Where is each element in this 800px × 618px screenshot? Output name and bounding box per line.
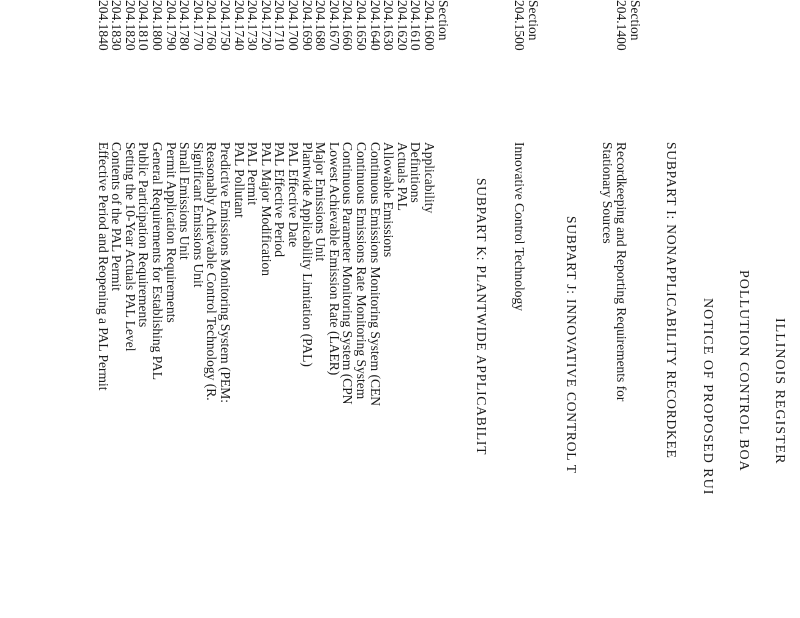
section-title: Significant Emissions Unit [190, 142, 206, 288]
section-number: 204.1790 [163, 0, 179, 51]
section-title: Continuous Emissions Rate Monitoring System [354, 142, 369, 400]
section-title: PAL Effective Period [272, 142, 288, 257]
section-title: Predictive Emissions Monitoring System (PEM: [218, 142, 233, 404]
section-number: 204.1730 [245, 0, 261, 51]
subpart-i-title: SUBPART I: NONAPPLICABILITY RECORDKEE [664, 142, 679, 459]
section-number: 204.1630 [381, 0, 397, 51]
section-title: Continuous Emissions Monitoring System (CEN [367, 142, 383, 407]
section-number: 204.1770 [190, 0, 206, 51]
section-label: Section [436, 0, 451, 41]
section-number: 204.1400 [614, 0, 629, 51]
section-label: Section [628, 0, 643, 41]
section-title: Allowable Emissions [381, 142, 397, 258]
subpart-j-title: SUBPART J: INNOVATIVE CONTROL T [564, 216, 579, 474]
section-title: General Requirements for Establishing PAL [150, 142, 165, 380]
section-number: 204.1650 [354, 0, 369, 51]
section-number: 204.1640 [367, 0, 383, 51]
section-number: 204.1710 [272, 0, 288, 51]
section-title: Setting the 10-Year Actuals PAL Level [122, 142, 138, 352]
board-title: POLLUTION CONTROL BOA [736, 270, 751, 472]
section-number: 204.1810 [136, 0, 152, 51]
section-number: 204.1700 [286, 0, 301, 51]
section-number: 204.1660 [340, 0, 356, 51]
section-number: 204.1830 [109, 0, 125, 51]
section-title: Reasonably Achievable Control Technology (R. [204, 142, 220, 401]
section-title: Small Emissions Unit [177, 142, 193, 260]
section-title: Actuals PAL [394, 142, 410, 211]
section-title: PAL Permit [245, 142, 261, 206]
notice-title: NOTICE OF PROPOSED RUI [700, 298, 715, 496]
section-number: 204.1820 [122, 0, 138, 51]
section-number: 204.1600 [422, 0, 437, 51]
section-number: 204.1840 [95, 0, 111, 51]
section-label: Section [526, 0, 541, 41]
section-title: Effective Period and Reopening a PAL Permit [95, 142, 111, 391]
section-number: 204.1500 [512, 0, 527, 51]
section-title: Public Participation Requirements [136, 142, 152, 328]
section-title: PAL Effective Date [286, 142, 301, 248]
section-number: 204.1680 [313, 0, 329, 51]
section-title: Major Emissions Unit [313, 142, 329, 262]
section-number: 204.1750 [218, 0, 233, 51]
subpart-k-title: SUBPART K: PLANTWIDE APPLICABILIT [474, 178, 489, 456]
section-title: Applicability [422, 142, 437, 214]
section-title: Lowest Achievable Emission Rate (LAER) [326, 142, 342, 376]
section-number: 204.1610 [408, 0, 424, 51]
register-title: ILLINOIS REGISTER [772, 318, 787, 465]
section-number: 204.1720 [258, 0, 274, 51]
section-number: 204.1690 [299, 0, 315, 51]
section-title: Permit Application Requirements [163, 142, 179, 323]
section-title: Recordkeeping and Reporting Requirements for [614, 142, 629, 402]
section-number: 204.1620 [394, 0, 410, 51]
section-title: Innovative Control Technology [512, 142, 527, 312]
section-number: 204.1740 [231, 0, 247, 51]
section-title: PAL Pollutant [231, 142, 247, 218]
section-number: 204.1800 [150, 0, 165, 51]
section-title: Contents of the PAL Permit [109, 142, 125, 292]
section-title: PAL Major Modification [258, 142, 274, 276]
section-title: Plantwide Applicability Limitation (PAL) [299, 142, 315, 367]
section-title: Definitions [408, 142, 424, 203]
section-number: 204.1760 [204, 0, 220, 51]
section-title-continuation: Stationary Sources [600, 142, 615, 244]
section-title: Continuous Parameter Monitoring System (CPN [340, 142, 356, 405]
section-number: 204.1780 [177, 0, 193, 51]
section-number: 204.1670 [326, 0, 342, 51]
